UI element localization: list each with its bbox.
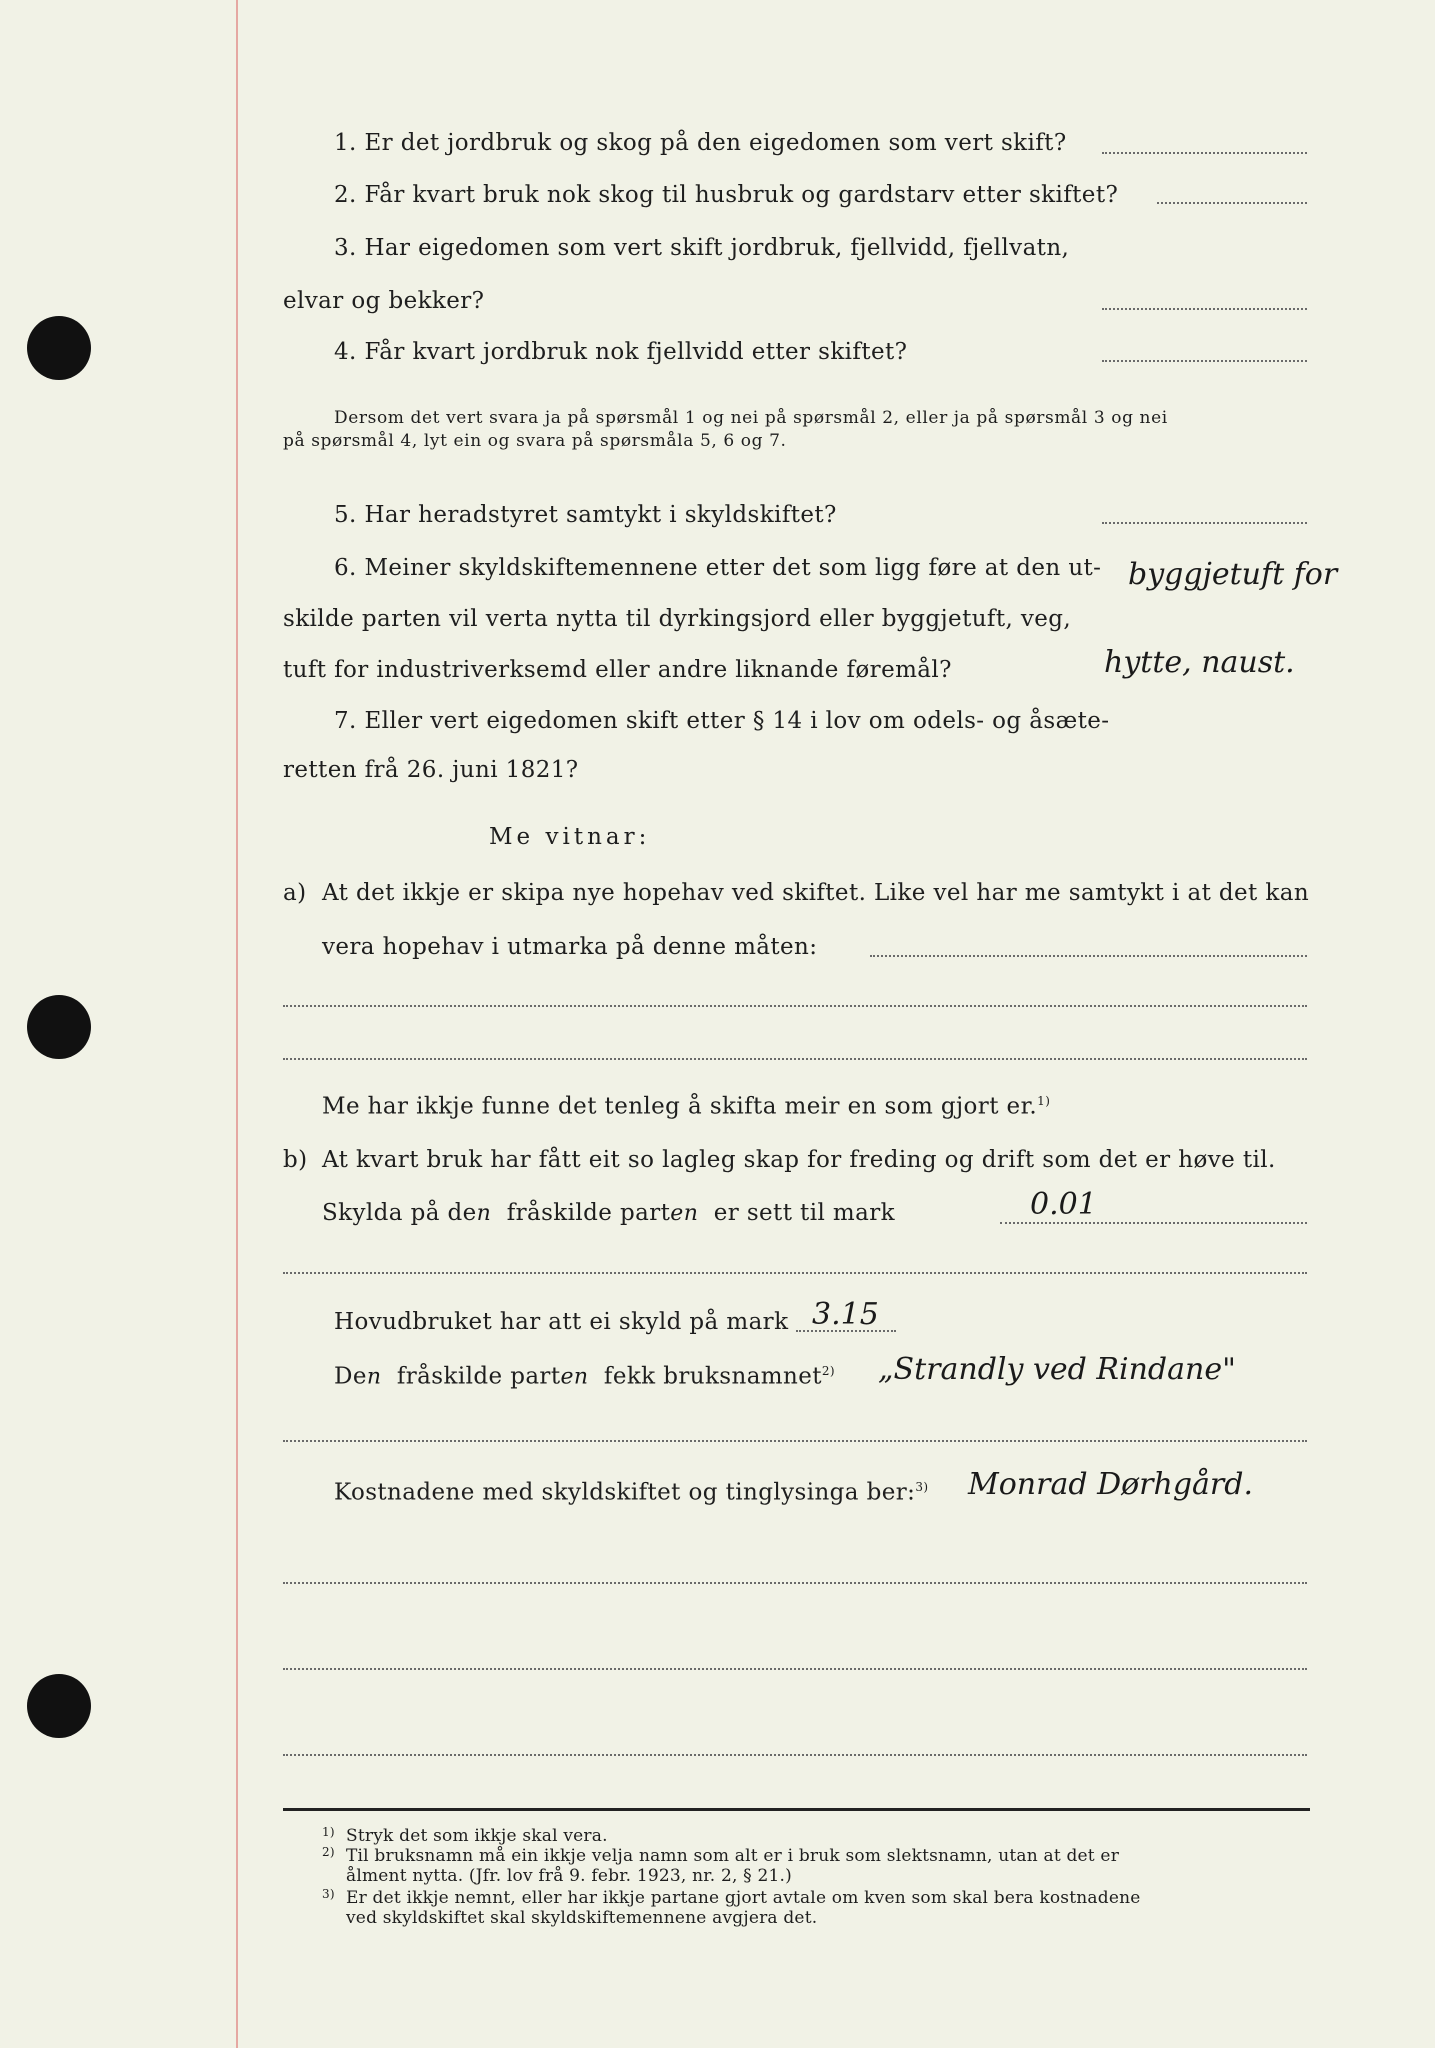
instruction-note-line-2: på spørsmål 4, lyt ein og svara på spørsmåla 5, 6 og 7.	[283, 431, 787, 451]
question-2: 2. Får kvart bruk nok skog til husbruk og gardstarv etter skiftet?	[334, 182, 1119, 208]
question-7-line-2: retten frå 26. juni 1821?	[283, 757, 579, 783]
item-b-label: b)	[283, 1147, 308, 1173]
answer-line-q2[interactable]	[1157, 202, 1307, 204]
question-7-line-1: 7. Eller vert eigedomen skift etter § 14 i lov om odels- og åsæte-	[334, 708, 1110, 734]
question-6-line-1: 6. Meiner skyldskiftemennene etter det som ligg føre at den ut-	[334, 555, 1102, 581]
item-a-label: a)	[283, 880, 307, 906]
question-3-line-2: elvar og bekker?	[283, 288, 485, 314]
footnote-2-line-2: ålment nytta. (Jfr. lov frå 9. febr. 1923, nr. 2, § 21.)	[346, 1866, 792, 1886]
footnote-rule	[283, 1808, 1310, 1811]
answer-line-q5[interactable]	[1102, 522, 1307, 524]
handwritten-bruksnamn: „Strandly ved Rindane"	[878, 1352, 1236, 1387]
punch-hole-middle	[27, 995, 91, 1059]
item-b-text: At kvart bruk har fått eit so lagleg skap for freding og drift som det er høve til.	[322, 1147, 1276, 1173]
item-a-text-line-2: vera hopehav i utmarka på denne måten:	[322, 934, 818, 960]
answer-line-bruksnamn[interactable]	[283, 1440, 1307, 1442]
punch-hole-top	[27, 316, 91, 380]
footnote-1-mark: 1)	[322, 1825, 335, 1839]
margin-line	[236, 0, 238, 2048]
punch-hole-bottom	[27, 1674, 91, 1738]
answer-line-hopehav-2[interactable]	[283, 1005, 1307, 1007]
answer-line-q4[interactable]	[1102, 360, 1307, 362]
answer-line-kostnad-2[interactable]	[283, 1668, 1307, 1670]
answer-line-kostnad-3[interactable]	[283, 1754, 1307, 1756]
instruction-note-line-1: Dersom det vert svara ja på spørsmål 1 og nei på spørsmål 2, eller ja på spørsmål 3 og nei	[334, 408, 1168, 428]
handwritten-hovudbruk-value: 3.15	[812, 1297, 879, 1332]
question-4: 4. Får kvart jordbruk nok fjellvidd etter skiftet?	[334, 339, 908, 365]
footnote-2-mark: 2)	[322, 1845, 335, 1859]
handwritten-answer-q6-line-2: hytte, naust.	[1104, 645, 1295, 680]
answer-line-skylda-2[interactable]	[283, 1272, 1307, 1274]
answer-line-hopehav-3[interactable]	[283, 1058, 1307, 1060]
footnote-3-line-2: ved skyldskiftet skal skyldskiftemennene avgjera det.	[346, 1908, 818, 1928]
question-1: 1. Er det jordbruk og skog på den eigedomen som vert skift?	[334, 130, 1067, 156]
answer-line-skylda[interactable]	[1000, 1222, 1307, 1224]
bruksnamn-line: Den fråskilde parten fekk bruksnamnet$^{2)}$	[334, 1363, 836, 1390]
question-6-line-3: tuft for industriverksemd eller andre liknande føremål?	[283, 657, 952, 683]
handwritten-skylda-value: 0.01	[1030, 1187, 1097, 1222]
question-5: 5. Har heradstyret samtykt i skyldskiftet?	[334, 502, 837, 528]
answer-line-q3[interactable]	[1102, 308, 1307, 310]
handwritten-kostnad-payer: Monrad Dørhgård.	[968, 1467, 1254, 1502]
witness-heading: Me vitnar:	[489, 824, 651, 850]
item-a-text: At det ikkje er skipa nye hopehav ved skiftet. Like vel har me samtykt i at det kan	[322, 880, 1310, 906]
footnote-3-line-1: Er det ikkje nemnt, eller har ikkje partane gjort avtale om kven som skal bera kostnadene	[346, 1888, 1141, 1908]
answer-line-kostnad-1[interactable]	[283, 1582, 1307, 1584]
footnote-2-line-1: Til bruksnamn må ein ikkje velja namn som alt er i bruk som slektsnamn, utan at det er	[346, 1846, 1120, 1866]
answer-line-q1[interactable]	[1102, 152, 1307, 154]
question-3-line-1: 3. Har eigedomen som vert skift jordbruk, fjellvidd, fjellvatn,	[334, 235, 1070, 261]
footnote-3-mark: 3)	[322, 1887, 335, 1901]
kostnad-text: Kostnadene med skyldskiftet og tinglysinga ber:$^{3)}$	[334, 1479, 929, 1506]
answer-line-hopehav-1[interactable]	[870, 955, 1307, 957]
handwritten-answer-q6-line-1: byggjetuft for	[1128, 557, 1338, 592]
footnote-1: Stryk det som ikkje skal vera.	[346, 1826, 608, 1846]
skylda-line: Skylda på den fråskilde parten er sett til mark	[322, 1200, 895, 1226]
not-found-statement: Me har ikkje funne det tenleg å skifta meir en som gjort er.$^{1)}$	[322, 1093, 1051, 1120]
hovudbruk-text: Hovudbruket har att ei skyld på mark	[334, 1309, 789, 1335]
question-6-line-2: skilde parten vil verta nytta til dyrkingsjord eller byggjetuft, veg,	[283, 606, 1072, 632]
